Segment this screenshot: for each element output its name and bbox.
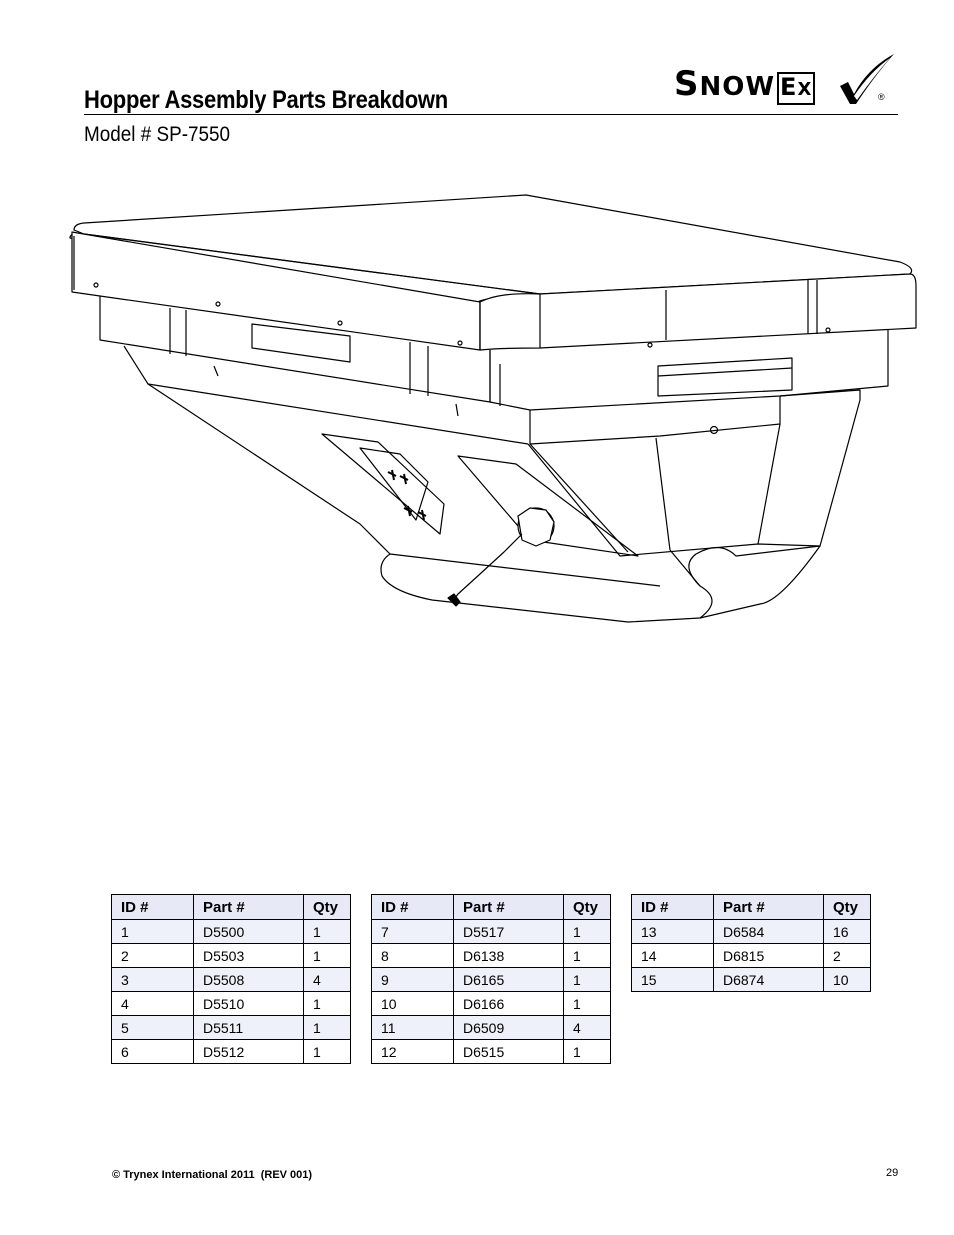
cell-qty: 16 — [824, 920, 871, 944]
cell-qty: 1 — [304, 1016, 351, 1040]
cell-qty: 2 — [824, 944, 871, 968]
parts-table-1 — [111, 894, 351, 1064]
cell-qty: 1 — [564, 968, 611, 992]
logo-wordmark: SNOW EX — [674, 64, 815, 105]
table-row — [372, 968, 611, 992]
header-part: Part # — [714, 895, 824, 920]
header-id: ID # — [372, 895, 454, 920]
cell-part: D6815 — [714, 944, 824, 968]
cell-qty: 4 — [304, 968, 351, 992]
cell-part: D6138 — [454, 944, 564, 968]
page-number: 29 — [886, 1167, 899, 1179]
table-row — [372, 920, 611, 944]
cell-part: D6874 — [714, 968, 824, 992]
header-id: ID # — [112, 895, 194, 920]
cell-id: 2 — [112, 944, 194, 968]
cell-id: 3 — [112, 968, 194, 992]
cell-qty: 1 — [564, 1040, 611, 1064]
cell-qty: 1 — [564, 920, 611, 944]
table-row — [112, 1040, 351, 1064]
table-row — [632, 968, 871, 992]
table-row — [372, 1016, 611, 1040]
table-row — [112, 968, 351, 992]
header-part: Part # — [454, 895, 564, 920]
cell-id: 13 — [632, 920, 714, 944]
cell-id: 6 — [112, 1040, 194, 1064]
table-row — [372, 1040, 611, 1064]
hopper-assembly-drawing — [60, 190, 920, 630]
cell-qty: 1 — [304, 920, 351, 944]
cell-id: 14 — [632, 944, 714, 968]
header-id: ID # — [632, 895, 714, 920]
table-row — [372, 992, 611, 1016]
cell-id: 8 — [372, 944, 454, 968]
table-row — [112, 944, 351, 968]
cell-qty: 10 — [824, 968, 871, 992]
cell-id: 15 — [632, 968, 714, 992]
checkmark-icon — [824, 52, 896, 106]
cell-id: 11 — [372, 1016, 454, 1040]
cell-qty: 1 — [304, 944, 351, 968]
header-part: Part # — [194, 895, 304, 920]
cell-part: D5510 — [194, 992, 304, 1016]
snowex-logo — [674, 52, 900, 106]
model-subtitle: Model # SP-7550 — [84, 123, 231, 146]
table-row — [112, 992, 351, 1016]
cell-id: 1 — [112, 920, 194, 944]
cell-part: D6515 — [454, 1040, 564, 1064]
table-row — [632, 944, 871, 968]
parts-table-2 — [371, 894, 611, 1064]
cell-part: D6166 — [454, 992, 564, 1016]
registered-mark: ® — [878, 92, 885, 102]
table-row — [112, 920, 351, 944]
cell-id: 4 — [112, 992, 194, 1016]
cell-part: D5517 — [454, 920, 564, 944]
header-qty: Qty — [564, 895, 611, 920]
parts-table-3 — [631, 894, 871, 992]
table-header-row — [632, 895, 871, 920]
table-row — [112, 1016, 351, 1040]
cell-part: D6165 — [454, 968, 564, 992]
cell-qty: 1 — [304, 1040, 351, 1064]
table-header-row — [112, 895, 351, 920]
cell-id: 10 — [372, 992, 454, 1016]
cell-part: D6509 — [454, 1016, 564, 1040]
header-qty: Qty — [824, 895, 871, 920]
header-qty: Qty — [304, 895, 351, 920]
copyright-footer: © Trynex International 2011 (REV 001) — [112, 1169, 313, 1181]
cell-part: D5508 — [194, 968, 304, 992]
table-row — [372, 944, 611, 968]
cell-qty: 4 — [564, 1016, 611, 1040]
cell-part: D5512 — [194, 1040, 304, 1064]
title-rule — [84, 114, 898, 115]
page-title: Hopper Assembly Parts Breakdown — [84, 86, 448, 114]
cell-qty: 1 — [564, 992, 611, 1016]
cell-qty: 1 — [564, 944, 611, 968]
table-header-row — [372, 895, 611, 920]
cell-part: D5511 — [194, 1016, 304, 1040]
cell-part: D5503 — [194, 944, 304, 968]
cell-qty: 1 — [304, 992, 351, 1016]
cell-id: 5 — [112, 1016, 194, 1040]
cell-id: 12 — [372, 1040, 454, 1064]
table-row — [632, 920, 871, 944]
cell-part: D5500 — [194, 920, 304, 944]
cell-part: D6584 — [714, 920, 824, 944]
cell-id: 9 — [372, 968, 454, 992]
cell-id: 7 — [372, 920, 454, 944]
